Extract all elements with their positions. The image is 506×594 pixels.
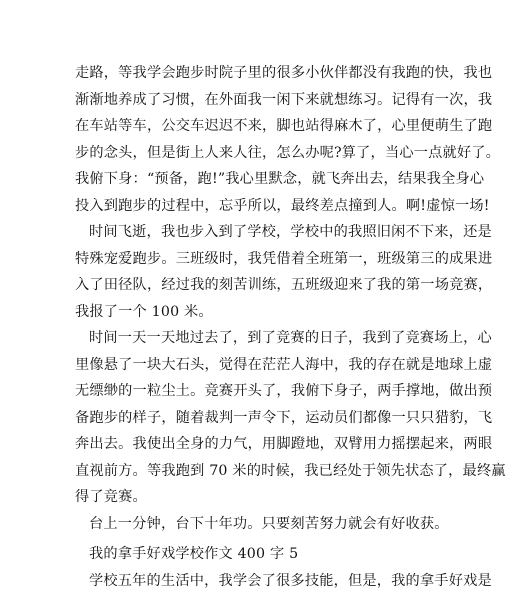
text-line: 我报了一个 100 米。 [75,303,213,320]
paragraph-start-line: 时间飞逝，我也步入到了学校，学校中的我照旧闲不下来，还是 [89,224,492,240]
text-line: 得了竞赛。 [75,489,147,505]
text-line: 在车站等车，公交车迟迟不来，脚也站得麻木了，心里便萌生了跑 [75,118,493,134]
text-line: 奔出去。我使出全身的力气，用脚蹬地，双臂用力摇摆起来，两眼 [75,436,493,452]
text-line: 步的念头，但是街上人来人往，怎么办呢?算了，当心一点就好了。 [75,144,501,161]
text-line: 直视前方。等我跑到 70 米的时候，我已经处于领先状态了，最终赢 [75,462,506,479]
document-body [75,60,506,589]
text-line: 备跑步的样子，随着裁判一声令下，运动员们都像一只只猎豹，飞 [75,409,493,426]
text-line: 入了田径队，经过我的刻苦训练，五班级迎来了我的第一场竞赛， [75,277,493,293]
paragraph-start-line: 时间一天一天地过去了，到了竞赛的日子，我到了竞赛场上，心 [89,330,492,346]
text-line: 走路，等我学会跑步时院子里的很多小伙伴都没有我跑的快，我也 [75,65,493,81]
essay-title: 我的拿手好戏学校作文 400 字 5 [89,546,299,562]
text-line: 投入到跑步的过程中，忘乎所以，最终差点撞到人。啊!虚惊一场! [75,197,490,214]
partially-visible-line: 学校五年的生活中，我学会了很多技能，但是，我的拿手好戏是 [89,572,492,589]
text-line: 特殊宠爱跑步。三班级时，我凭借着全班第一，班级第三的成果进 [75,250,493,267]
text-line: 无缥缈的一粒尘土。竞赛开头了，我俯下身子，两手撑地，做出预 [75,383,493,399]
paragraph-start-line: 台上一分钟，台下十年功。只要刻苦努力就会有好收获。 [89,515,449,532]
text-line: 里像悬了一块大石头，觉得在茫茫人海中，我的存在就是地球上虚 [75,356,493,373]
text-line: 我俯下身：“预备，跑!”我心里默念，就飞奔出去，结果我全身心 [75,171,485,187]
text-line: 渐渐地养成了习惯，在外面我一闲下来就想练习。记得有一次，我 [75,91,493,108]
